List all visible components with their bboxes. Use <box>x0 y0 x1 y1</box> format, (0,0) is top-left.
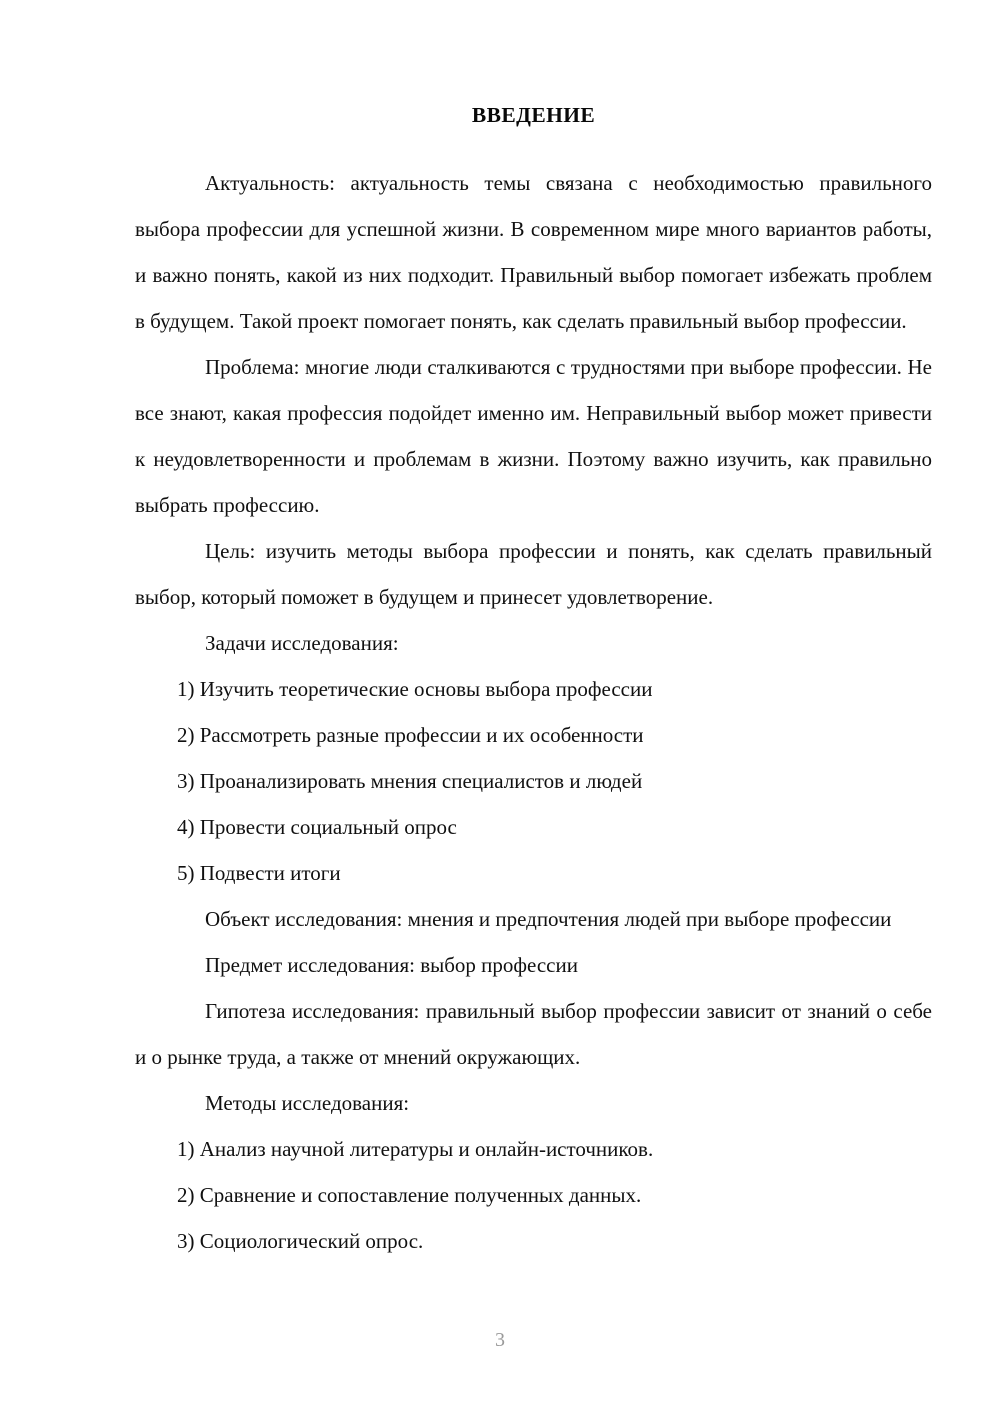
heading-methods: Методы исследования: <box>205 1091 410 1115</box>
list-item: 3) Проанализировать мнения специалистов и людей <box>177 769 643 793</box>
paragraph-subject: Предмет исследования: выбор профессии <box>205 953 578 977</box>
page-title: ВВЕДЕНИЕ <box>471 103 596 127</box>
document-body <box>135 92 932 1264</box>
heading-tasks: Задачи исследования: <box>205 631 399 655</box>
list-item: 2) Рассмотреть разные профессии и их особенности <box>177 723 644 747</box>
paragraph-object: Объект исследования: мнения и предпочтения людей при выборе профессии <box>205 907 892 931</box>
paragraph-relevance: Актуальность: актуальность темы связана с необходимостью правильного выбора профессии для успешной жизни. В современном мире много вариантов работы, и важно понять, какой из них подходит. Правильный выбор помогает избежать проблем в будущем. Такой проект помогает понять, как сделать правильный выбор профессии. <box>135 171 932 333</box>
paragraph-hypothesis: Гипотеза исследования: правильный выбор профессии зависит от знаний о себе и о рынке труда, а также от мнений окружающих. <box>135 999 932 1069</box>
list-item: 5) Подвести итоги <box>177 861 341 885</box>
list-item: 4) Провести социальный опрос <box>177 815 457 839</box>
list-item: 2) Сравнение и сопоставление полученных данных. <box>177 1183 642 1207</box>
list-item: 1) Изучить теоретические основы выбора профессии <box>177 677 653 701</box>
list-item: 1) Анализ научной литературы и онлайн-источников. <box>177 1137 654 1161</box>
title-spacer <box>135 138 932 160</box>
list-item: 3) Социологический опрос. <box>177 1229 424 1253</box>
page-number: 3 <box>495 1329 505 1351</box>
paragraph-goal: Цель: изучить методы выбора профессии и понять, как сделать правильный выбор, который поможет в будущем и принесет удовлетворение. <box>135 539 932 609</box>
paragraph-problem: Проблема: многие люди сталкиваются с трудностями при выборе профессии. Не все знают, какая профессия подойдет именно им. Неправильный выбор может привести к неудовлетворенности и проблемам в жизни. Поэтому важно изучить, как правильно выбрать профессию. <box>135 355 932 517</box>
